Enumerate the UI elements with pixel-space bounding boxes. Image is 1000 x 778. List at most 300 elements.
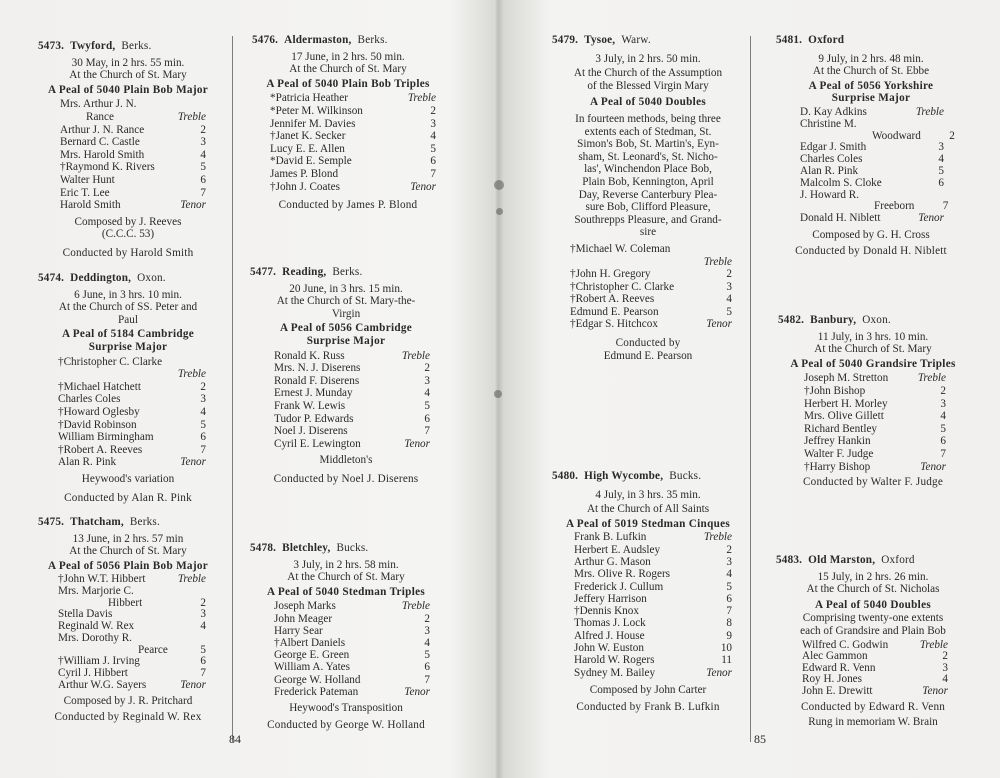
ringer-row (58, 668, 206, 680)
ringer-bell: 5 (200, 418, 206, 431)
ringer-bell: 8 (726, 617, 732, 630)
ringer-list (778, 372, 968, 473)
peal-composer: Composed by John Carter (589, 683, 707, 696)
ringer-bell: Tenor (404, 685, 430, 698)
peal-heading (38, 272, 218, 285)
ringer-name: Lucy E. E. Allen (270, 142, 345, 155)
peal-variation-note: Heywood's variation (81, 472, 175, 485)
ringer-row (58, 393, 206, 406)
ringer-bell: 3 (940, 397, 946, 410)
peal-church: At the Church of All Saints (586, 503, 710, 516)
ringer-row (58, 406, 206, 419)
ringer-row (58, 381, 206, 394)
ringer-name: Ernest J. Munday (274, 387, 353, 400)
ringer-bell: 11 (721, 654, 732, 667)
ringer-name: Mrs. Dorothy R. (58, 631, 132, 644)
ringer-name: Mrs. Harold Smith (60, 148, 145, 161)
ringer-row (270, 130, 436, 143)
peal-title-cont: Surprise Major (88, 340, 168, 353)
ringer-row (800, 178, 944, 190)
peal-church: At the Church of St. Mary (69, 69, 187, 82)
ringer-name: Alec Gammon (802, 650, 868, 663)
peal-conductor-name: Edmund E. Pearson (603, 349, 693, 362)
ringer-name: Rance (86, 110, 114, 123)
page-number-right: 85 (754, 732, 766, 746)
ringer-row (570, 243, 732, 256)
column-rule-left (232, 36, 233, 742)
ringer-bell: 2 (949, 129, 955, 142)
ringer-bell: Tenor (180, 678, 206, 691)
ringer-name: Frederick J. Cullum (574, 580, 664, 593)
column-rule-right (750, 36, 751, 742)
ringer-row (274, 362, 430, 375)
ringer-bell: 4 (424, 636, 430, 649)
peal-date: 11 July, in 3 hrs. 10 min. (817, 330, 929, 343)
peal-county: Bucks. (669, 470, 702, 482)
ringer-bell (698, 243, 732, 256)
ringer-row (60, 111, 206, 124)
peal-conductor: Conducted by Noel J. Diserens (273, 472, 419, 485)
ringer-bell: Treble (177, 573, 206, 586)
peal-church: At the Church of St. Mary (69, 545, 187, 558)
ringer-row (574, 654, 732, 666)
peal-title: A Peal of 5040 Plain Bob Major (47, 83, 209, 96)
peal-heading (250, 542, 442, 555)
peal-place: Old Marston, (808, 554, 876, 566)
ringer-bell: 7 (424, 425, 430, 438)
ringer-row (274, 438, 430, 451)
ringer-name: Joseph Marks (274, 600, 336, 613)
ringer-bell: 3 (200, 393, 206, 406)
peal-composer: Composed by G. H. Cross (812, 228, 930, 241)
ringer-list (250, 600, 442, 698)
ringer-bell: 5 (726, 580, 732, 593)
ringer-bell: 3 (430, 117, 436, 130)
ringer-row (60, 174, 206, 187)
peal-conductor: Conducted by Reginald W. Rex (54, 711, 202, 723)
peal-5479 (552, 34, 744, 362)
ringer-name: †John W.T. Hibbert (58, 573, 146, 586)
ringer-name: Joseph M. Stretton (804, 372, 889, 385)
ringer-name: Bernard C. Castle (60, 136, 140, 149)
ringer-name: Jennifer M. Davies (270, 117, 356, 130)
ringer-bell: Tenor (706, 318, 732, 331)
ringer-name: †Robert A. Reeves (58, 443, 143, 456)
peal-title: A Peal of 5056 Plain Bob Major (47, 559, 209, 572)
ringer-name: Frederick Pateman (274, 685, 359, 698)
ringer-bell (172, 633, 206, 645)
peal-place: Bletchley, (282, 542, 331, 554)
ringer-row (802, 686, 948, 698)
ringer-bell: Tenor (706, 666, 732, 679)
ringer-row (574, 630, 732, 642)
ringer-list (776, 640, 970, 698)
ringer-list (776, 107, 966, 225)
ringer-bell: 2 (726, 543, 732, 556)
peal-church: At the Church of St. Nicholas (806, 583, 940, 596)
ringer-bell: Tenor (918, 212, 944, 225)
ringer-list (38, 356, 218, 469)
peal-county: Warw. (621, 34, 651, 46)
ringer-row (574, 593, 732, 605)
right-page (500, 0, 1000, 778)
ringer-row (60, 187, 206, 200)
ringer-name: Richard Bentley (804, 422, 878, 435)
ringer-list (38, 98, 218, 211)
ringer-name: Wilfred C. Godwin (802, 638, 889, 651)
ringer-row (802, 651, 948, 663)
ringer-bell: 4 (726, 568, 732, 581)
ringer-row (574, 568, 732, 580)
ringer-bell: 6 (200, 655, 206, 668)
ringer-name: †Janet K. Secker (270, 130, 346, 143)
ringer-bell: 5 (424, 399, 430, 412)
ringer-row (570, 318, 732, 331)
ringer-name: Alan R. Pink (58, 456, 117, 469)
peal-title-cont: Surprise Major (831, 92, 911, 105)
paragraph-line: sham, St. Leonard's, St. Nicho- (578, 150, 718, 163)
ringer-row (274, 661, 430, 673)
peal-conductor: Conducted by Edward R. Venn (800, 700, 946, 713)
ringer-name: Hibbert (108, 596, 143, 609)
peal-church-cont: of the Blessed Virgin Mary (587, 79, 709, 92)
ringer-name: Donald H. Niblett (800, 212, 881, 225)
peal-heading (776, 554, 970, 567)
ringer-row (800, 166, 944, 178)
ringer-bell: 2 (424, 612, 430, 625)
ringer-row (60, 161, 206, 174)
ringer-name: Charles Coles (800, 153, 863, 166)
ringer-row (800, 119, 944, 131)
peal-composition-note: Heywood's Transposition (289, 702, 403, 714)
ringer-row (804, 372, 946, 385)
peal-date: 3 July, in 2 hrs. 58 min. (293, 558, 399, 571)
ringer-bell: Treble (401, 600, 430, 613)
peal-5476 (252, 34, 444, 212)
ringer-bell: 3 (200, 136, 206, 149)
ringer-bell: 3 (424, 624, 430, 637)
ringer-bell: 7 (430, 167, 436, 180)
ringer-bell: 3 (942, 661, 948, 674)
peal-5482 (778, 314, 968, 489)
peal-date: 6 June, in 3 hrs. 10 min. (74, 288, 182, 301)
ringer-bell: 3 (200, 608, 206, 621)
ringer-bell: 4 (430, 130, 436, 143)
peal-heading (38, 40, 218, 53)
peal-date: 4 July, in 3 hrs. 35 min. (595, 488, 701, 501)
ringer-name: Cyril J. Hibbert (58, 667, 128, 679)
peal-county: Berks. (129, 516, 160, 528)
peal-county: Berks. (332, 266, 363, 278)
peal-title: A Peal of 5040 Doubles (815, 598, 931, 611)
ringer-bell: 2 (430, 104, 436, 117)
peal-place: Aldermaston, (284, 34, 352, 46)
ringer-row (274, 674, 430, 686)
ringer-name: †Michael Hatchett (58, 380, 141, 393)
ringer-name: James P. Blond (270, 167, 339, 180)
ringer-bell: 4 (726, 293, 732, 306)
ringer-name: †Robert A. Reeves (570, 293, 655, 306)
peal-county: Oxon. (137, 272, 166, 284)
ringer-name: †Christopher C. Clarke (58, 355, 163, 368)
ringer-name: †Edgar S. Hitchcox (570, 318, 658, 331)
peal-conductor: Conducted by Donald H. Niblett (795, 244, 947, 257)
ringer-name: *Patricia Heather (270, 92, 348, 105)
ringer-name: Tudor P. Edwards (274, 412, 354, 425)
ringer-row (274, 350, 430, 363)
ringer-row (274, 375, 430, 388)
ringer-row (60, 136, 206, 149)
peal-heading (552, 470, 744, 483)
peal-conductor: Conducted by Walter F. Judge (802, 476, 943, 489)
ringer-name: Edward R. Venn (802, 661, 876, 674)
ringer-name: Frank B. Lufkin (574, 531, 647, 544)
ringer-row (270, 155, 436, 168)
ringer-name: Sydney M. Bailey (574, 666, 656, 679)
ringer-name: Herbert E. Audsley (574, 543, 661, 556)
ringer-row (270, 92, 436, 105)
peal-conductor: Conducted by George W. Holland (267, 718, 425, 731)
peal-5483 (776, 554, 970, 729)
ringer-row (804, 448, 946, 461)
paragraph-line: sire (639, 226, 657, 239)
ringer-bell: Treble (407, 92, 436, 105)
ringer-name: †William J. Irving (58, 655, 140, 668)
ringer-row (60, 199, 206, 212)
ringer-bell: 6 (200, 173, 206, 186)
peal-place: Twyford, (70, 40, 116, 52)
peal-5477 (250, 266, 442, 486)
ringer-row (804, 398, 946, 411)
ringer-row (570, 256, 732, 269)
peal-title: A Peal of 5040 Grandsire Triples (790, 357, 956, 370)
ringer-bell: 5 (424, 649, 430, 662)
ringer-name: †Harry Bishop (804, 460, 871, 473)
peal-church: At the Church of St. Mary (287, 571, 405, 584)
ringer-bell: Treble (917, 372, 946, 385)
ringer-name: Roy H. Jones (802, 673, 862, 686)
ringer-bell: 7 (942, 200, 949, 213)
ringer-bell: 5 (938, 164, 944, 177)
ringer-row (570, 268, 732, 281)
ringer-bell: Tenor (180, 456, 206, 469)
ringer-row (58, 633, 206, 645)
peal-title: A Peal of 5040 Plain Bob Triples (266, 77, 430, 90)
peal-county: Berks. (121, 40, 152, 52)
peal-title: A Peal of 5019 Stedman Cinques (565, 517, 731, 530)
ringer-bell: 7 (200, 443, 206, 456)
peal-5481 (776, 34, 966, 257)
ringer-row (274, 637, 430, 649)
peal-county: Oxon. (862, 314, 891, 326)
peal-number: 5473. (38, 40, 65, 52)
ringer-row (274, 613, 430, 625)
ringer-name: Mrs. Olive Gillett (804, 410, 884, 423)
peal-church: At the Church of St. Mary (814, 343, 932, 356)
ringer-row (574, 581, 732, 593)
ringer-bell: 2 (726, 268, 732, 281)
ringer-name: Arthur G. Mason (574, 555, 651, 568)
ringer-row (58, 368, 206, 381)
ringer-bell: 6 (200, 431, 206, 444)
ringer-bell: 4 (942, 673, 948, 686)
ringer-name: Charles Coles (58, 393, 121, 406)
ringer-row (58, 356, 206, 369)
peal-date: 30 May, in 2 hrs. 55 min. (71, 56, 185, 69)
peal-heading (252, 34, 444, 47)
ringer-row (274, 387, 430, 400)
ringer-name: Mrs. Arthur J. N. (60, 98, 137, 111)
peal-county: Oxford (881, 554, 915, 566)
ringer-name: Harry Sear (274, 624, 323, 637)
peal-church: At the Church of St. Mary (289, 63, 407, 76)
ringer-bell: 7 (726, 605, 732, 618)
ringer-name: Cyril E. Lewington (274, 437, 361, 450)
ringer-name: †John Bishop (804, 384, 866, 397)
ringer-bell: Treble (177, 110, 206, 123)
ringer-bell: 2 (200, 596, 206, 609)
ringer-name: Frank W. Lewis (274, 399, 346, 412)
ringer-row (270, 181, 436, 194)
peal-heading (552, 34, 744, 47)
ringer-bell: 7 (940, 447, 946, 460)
paragraph-line: Southrepps Pleasure, and Grand- (574, 213, 722, 226)
ringer-row (800, 190, 944, 202)
ringer-bell: 5 (200, 161, 206, 174)
peal-number: 5479. (552, 34, 579, 46)
peal-5475 (38, 516, 218, 724)
peal-heading (776, 34, 966, 47)
peal-title: A Peal of 5184 Cambridge (61, 328, 195, 341)
ringer-list (250, 350, 442, 451)
ringer-row (574, 531, 732, 543)
ringer-row (58, 444, 206, 457)
ringer-name: Mrs. N. J. Diserens (274, 362, 361, 375)
ringer-bell: 5 (726, 305, 732, 318)
ringer-name: John Meager (274, 612, 333, 625)
ringer-row (570, 281, 732, 294)
peal-number: 5478. (250, 542, 277, 554)
peal-heading (778, 314, 968, 327)
ringer-row (574, 544, 732, 556)
ringer-name: Walter Hunt (60, 173, 115, 186)
peal-conductor: Conducted by (615, 337, 681, 350)
ringer-name: Thomas J. Lock (574, 617, 646, 630)
ringer-row (274, 649, 430, 661)
ringer-row (574, 617, 732, 629)
peal-place: Reading, (282, 266, 327, 278)
peal-conductor: Conducted by Frank B. Lufkin (576, 700, 720, 713)
ringer-name: †John J. Coates (270, 180, 340, 193)
ringer-bell: Tenor (180, 199, 206, 212)
ringer-name: Reginald W. Rex (58, 620, 135, 633)
ringer-name: Pearce (138, 643, 168, 656)
ringer-name: Woodward (872, 129, 921, 142)
ringer-name: Noel J. Diserens (274, 425, 348, 438)
ringer-row (570, 306, 732, 319)
ringer-bell: Tenor (404, 437, 430, 450)
paragraph-line: Plain Bob, Kennington, April (582, 175, 714, 188)
peal-place: Oxford (808, 34, 845, 46)
ringer-bell: 6 (940, 435, 946, 448)
peal-county: Berks. (357, 34, 388, 46)
ringer-bell: 6 (726, 592, 732, 605)
ringer-bell: 5 (430, 142, 436, 155)
ringer-bell: 2 (940, 384, 946, 397)
peal-methods-paragraph (552, 113, 744, 239)
peal-place: Deddington, (70, 272, 132, 284)
ringer-name: Mrs. Olive R. Rogers (574, 568, 671, 581)
ringer-name: †Dennis Knox (574, 605, 639, 618)
ringer-list (552, 243, 744, 331)
paragraph-line: Simon's Bob, St. Martin's, Eyn- (577, 138, 719, 151)
ringer-list (552, 531, 744, 679)
paragraph-line: las', Winchendon Place Bob, (584, 163, 712, 176)
peal-number: 5476. (252, 34, 279, 46)
ringer-bell: 4 (424, 387, 430, 400)
ringer-name: †Albert Daniels (274, 636, 346, 649)
ringer-row (274, 686, 430, 698)
peal-number: 5480. (552, 470, 579, 482)
peal-extents-note: Comprising twenty-one extents (802, 612, 944, 625)
peal-composition-note: Middleton's (319, 454, 373, 467)
ringer-row (274, 625, 430, 637)
ringer-bell (910, 190, 944, 202)
ringer-bell: 3 (424, 374, 430, 387)
peal-church: At the Church of SS. Peter and (58, 301, 198, 314)
ringer-name: Harold W. Rogers (574, 654, 655, 667)
peal-title: A Peal of 5056 Cambridge (279, 322, 413, 335)
ringer-bell: 4 (200, 405, 206, 418)
ringer-row (570, 293, 732, 306)
ringer-list (252, 92, 444, 193)
ringer-name: †Howard Oglesby (58, 405, 140, 418)
ringer-bell: 2 (942, 650, 948, 663)
ringer-row (800, 107, 944, 119)
ringer-row (804, 423, 946, 436)
ringer-name: John W. Euston (574, 642, 644, 655)
paragraph-line: Day, Reverse Canterbury Plea- (578, 188, 718, 201)
ringer-bell: 5 (940, 422, 946, 435)
peal-number: 5482. (778, 314, 805, 326)
ringer-row (804, 461, 946, 474)
ringer-row (574, 605, 732, 617)
ringer-row (800, 213, 944, 225)
ringer-row (804, 435, 946, 448)
ringer-bell: Treble (401, 349, 430, 362)
ringer-row (274, 600, 430, 612)
ringer-name: Arthur W.G. Sayers (58, 678, 147, 691)
peal-date: 3 July, in 2 hrs. 50 min. (595, 52, 701, 65)
ringer-name: Eric T. Lee (60, 186, 110, 199)
ringer-bell: 7 (200, 186, 206, 199)
ringer-list (38, 574, 218, 691)
ringer-bell (910, 119, 944, 131)
ringer-bell: Treble (919, 638, 948, 651)
ringer-bell (172, 356, 206, 369)
ringer-name: Christine M. (800, 117, 857, 130)
ringer-bell: 6 (938, 176, 944, 189)
ringer-row (804, 385, 946, 398)
ringer-row (804, 410, 946, 423)
ringer-name: Ronald F. Diserens (274, 374, 360, 387)
ringer-row (270, 105, 436, 118)
ringer-name: *David E. Semple (270, 155, 352, 168)
ringer-bell: 9 (726, 629, 732, 642)
ringer-row (274, 425, 430, 438)
peal-number: 5475. (38, 516, 65, 528)
ringer-bell: 6 (424, 412, 430, 425)
